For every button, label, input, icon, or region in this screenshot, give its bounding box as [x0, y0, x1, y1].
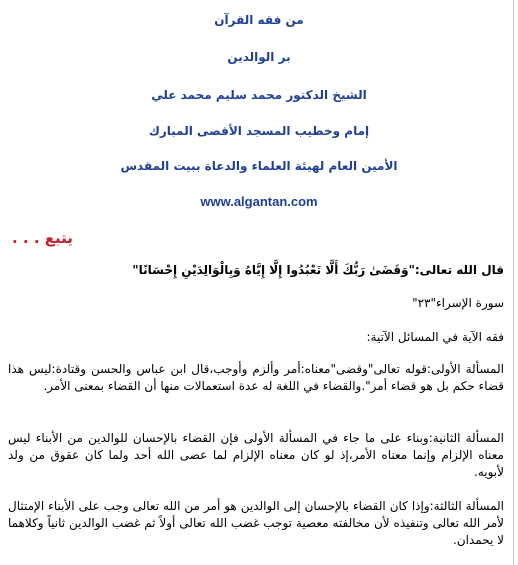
issue-one-paragraph: المسألة الأولى:قوله تعالى"وقضى"معناه:أمر وألزم وأوجب،قال ابن عباس والحسن وقتادة:ليس هذا قضاء حكم بل هو قضاء أمر".والقضاء في اللغة له عدة استعمالات منها أن القضاء بمعنى الأمر.	[8, 362, 504, 393]
issue-two-paragraph: المسألة الثانية:وبناء على ما جاء في المسألة الأولى فإن القضاء بالإحسان للوالدين من الأبناء ليس معناه الإلزام وإنما معناه الأمر،إذ لو كان معناه الإلزام لما عصى الله أحد ولما كان عقوق من ولد لأبويه.	[8, 431, 504, 479]
header-subject: بر الوالدين	[227, 50, 291, 64]
verse-intro: قال الله تعالى:	[414, 263, 504, 277]
page-edge-divider	[513, 0, 514, 565]
header-title: من فقه القرآن	[214, 13, 304, 27]
verse-line	[8, 262, 504, 279]
section-intro: فقه الآية في المسائل الآتية:	[366, 330, 504, 344]
header-author-title: الأمين العام لهيئة العلماء والدعاة ببيت المقدس	[120, 159, 398, 173]
issue-three-paragraph: المسألة الثالثة:وإذا كان القضاء بالإحسان إلى الوالدين هو أمر من الله تعالى وجب على الأبناء الإمتثال لأمر الله تعالى وتنفيذه لأن مخالفته معصية توجب غضب الله تعالى أولاً ثم غضب الوالدين ثانياً وكلاهما لا يحمدان.	[8, 499, 504, 547]
verse-text: "وَقَضَىٰ رَبُّكَ أَلَّا تَعْبُدُوا إِلَّا إِيَّاهُ وَبِالْوَالِدَيْنِ إِحْسَانًا"	[132, 263, 415, 277]
header-author-role: إمام وخطيب المسجد الأقصى المبارك	[148, 124, 370, 138]
surah-reference: سورة الإسراء"٢٣"	[412, 296, 504, 310]
continue-label: يتبع . . .	[12, 229, 73, 247]
header-author: الشيخ الدكتور محمد سليم محمد علي	[151, 88, 367, 102]
website-link[interactable]: www.algantan.com	[200, 194, 318, 209]
